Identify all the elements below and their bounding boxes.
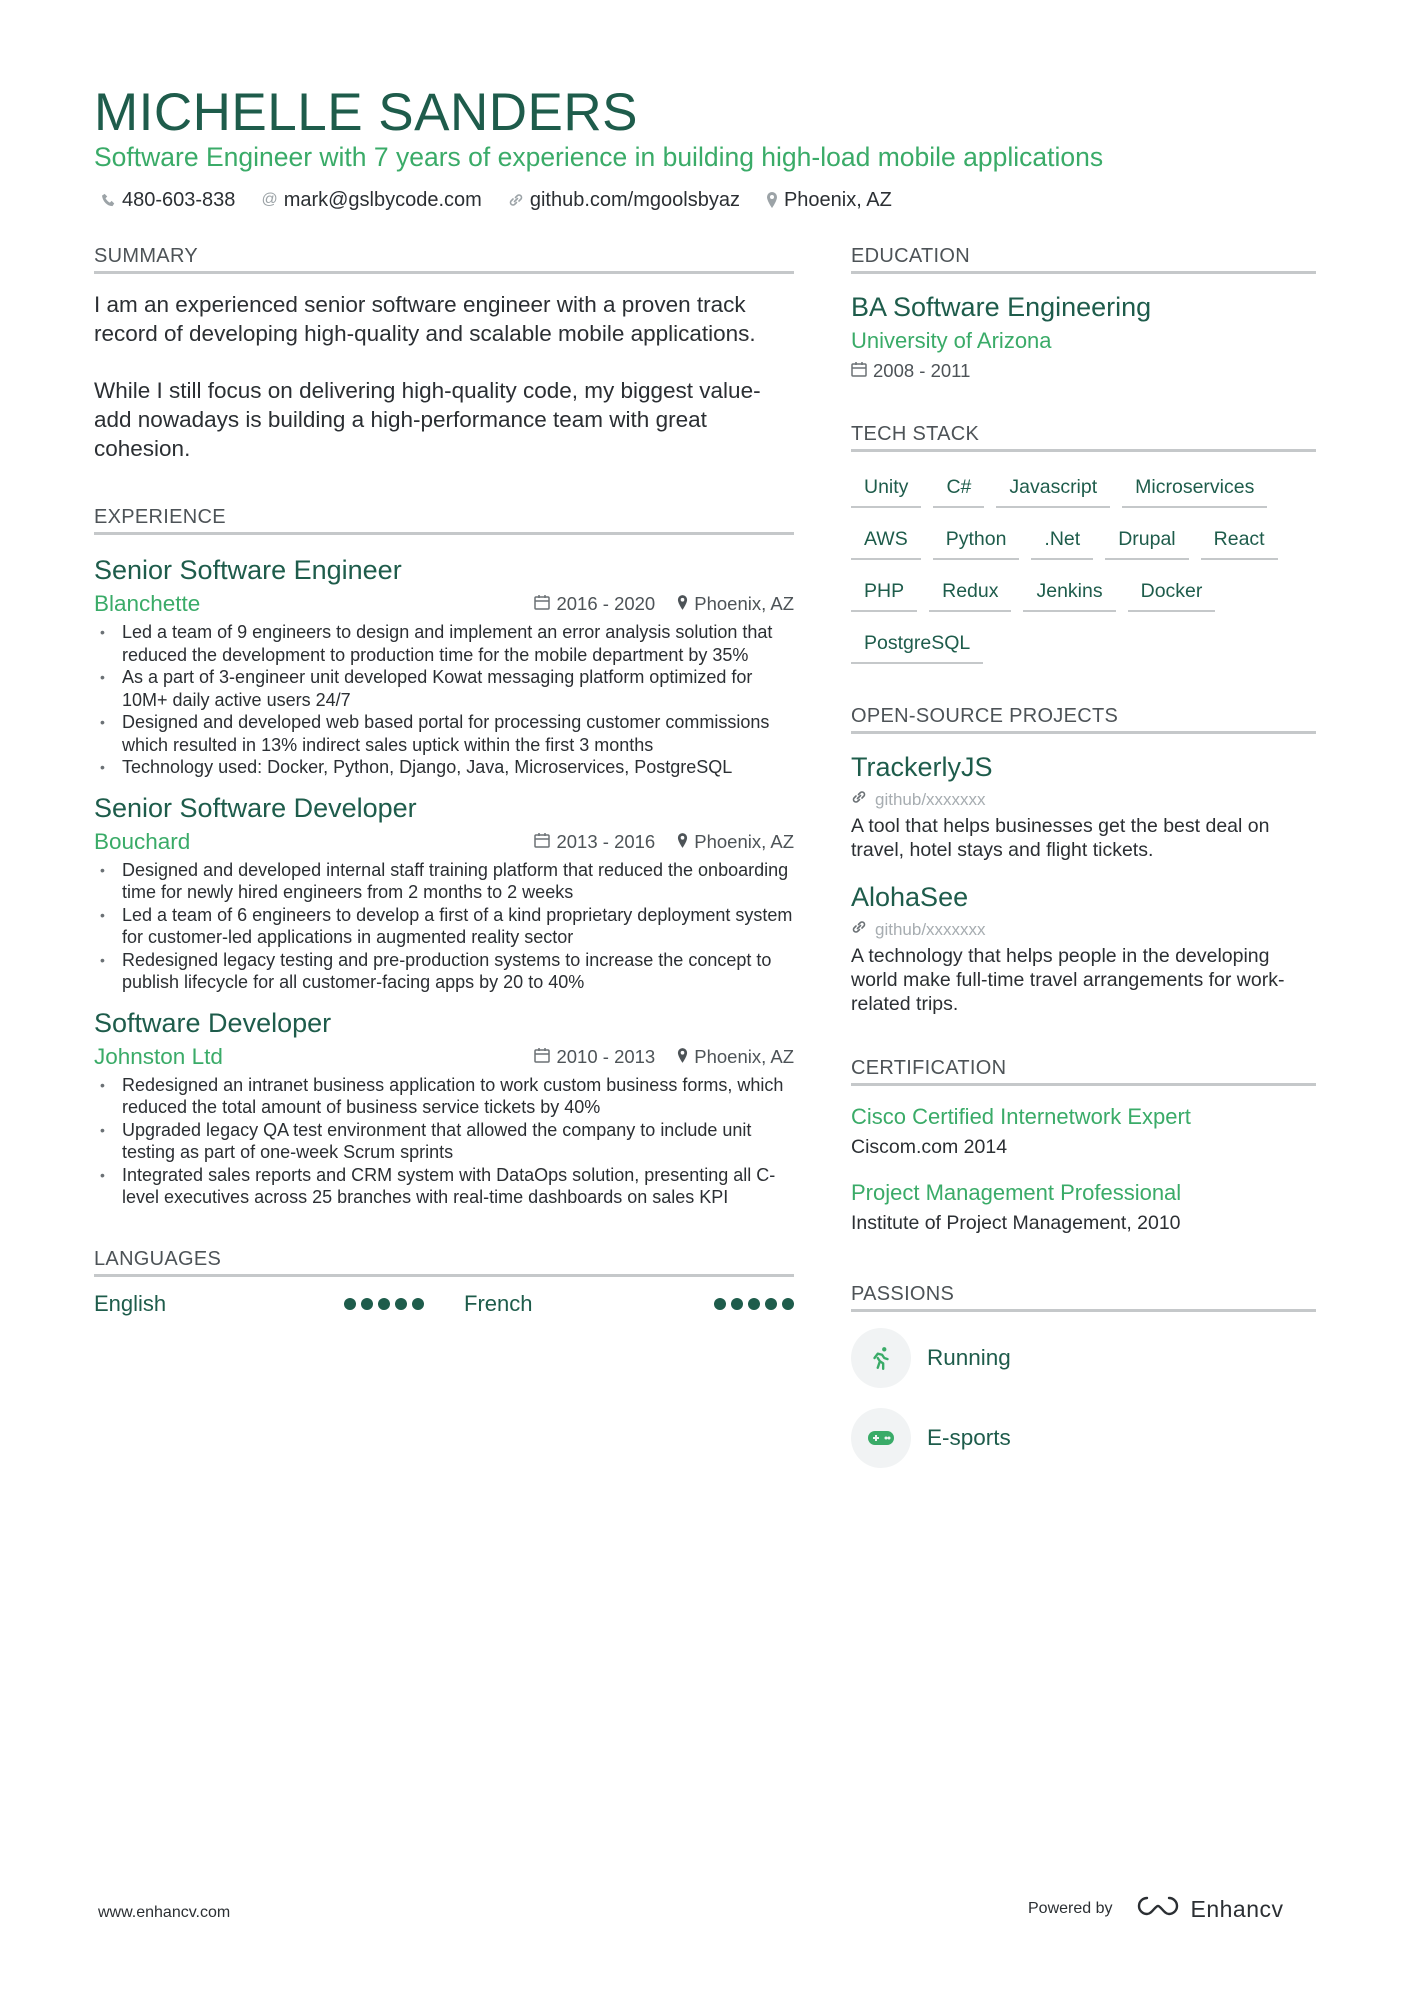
level-dot xyxy=(748,1298,760,1310)
calendar-icon xyxy=(534,1046,550,1068)
project-link[interactable] xyxy=(851,918,1316,942)
job-entry xyxy=(94,553,794,779)
tech-tag: Jenkins xyxy=(1023,572,1115,612)
project-link-text: github/xxxxxxx xyxy=(875,920,986,939)
language-level xyxy=(344,1298,424,1310)
contact-location-text: Phoenix, AZ xyxy=(783,189,892,211)
link-icon xyxy=(508,192,524,208)
footer-branding xyxy=(1028,1894,1284,1924)
project-link[interactable] xyxy=(851,788,1316,812)
job-dates-text: 2016 - 2020 xyxy=(556,593,656,614)
tech-stack-title: TECH STACK xyxy=(851,422,1316,452)
phone-icon xyxy=(102,193,116,207)
powered-by-text: Powered by xyxy=(1028,1900,1113,1917)
level-dot xyxy=(395,1298,407,1310)
job-info-row xyxy=(94,589,794,619)
tech-tag: React xyxy=(1201,520,1278,560)
tech-stack-tags xyxy=(851,468,1316,664)
project-description: A tool that helps businesses get the best deal on travel, hotel stays and flight tickets. xyxy=(851,815,1270,861)
job-company: Bouchard xyxy=(94,828,191,854)
passion-item xyxy=(851,1408,1316,1468)
language-level xyxy=(714,1298,794,1310)
level-dot xyxy=(378,1298,390,1310)
job-location xyxy=(677,1046,794,1068)
enhancv-logo-icon xyxy=(1135,1894,1181,1924)
job-company: Blanchette xyxy=(94,591,201,616)
brand-logo[interactable] xyxy=(1135,1894,1284,1924)
location-icon xyxy=(766,192,778,208)
experience-title: EXPERIENCE xyxy=(94,505,794,535)
tech-tag: .Net xyxy=(1031,520,1093,560)
footer-website[interactable]: www.enhancv.com xyxy=(98,1904,231,1921)
projects-title: OPEN-SOURCE PROJECTS xyxy=(851,704,1316,734)
languages-title: LANGUAGES xyxy=(94,1247,794,1277)
job-meta xyxy=(534,831,794,853)
level-dot xyxy=(361,1298,373,1310)
summary-paragraph: While I still focus on delivering high-quality code, my biggest value-add nowadays is building a high-performance team with great cohesion. xyxy=(94,378,761,461)
passion-label: E-sports xyxy=(927,1425,1011,1450)
education-school: University of Arizona xyxy=(851,328,1052,353)
job-dates xyxy=(534,831,655,853)
tech-tag: AWS xyxy=(851,520,921,560)
language-name: English xyxy=(94,1290,167,1316)
job-entry xyxy=(94,1006,794,1209)
level-dot xyxy=(412,1298,424,1310)
calendar-icon xyxy=(851,360,867,382)
education-dates xyxy=(851,360,1316,382)
job-entry xyxy=(94,791,794,994)
job-bullet: • Designed and developed internal staff training platform that reduced the onboarding time for newly hired engineers from 2 months to 2 weeks xyxy=(94,859,794,904)
job-location-text: Phoenix, AZ xyxy=(694,1045,794,1067)
job-dates xyxy=(534,593,655,615)
certification-entry xyxy=(851,1178,1316,1236)
job-bullets xyxy=(94,1074,794,1209)
contact-phone[interactable] xyxy=(102,186,235,214)
job-meta xyxy=(534,1046,794,1068)
contact-email-text: mark@gslbycode.com xyxy=(283,189,482,211)
tech-tag: Redux xyxy=(929,572,1011,612)
job-location-text: Phoenix, AZ xyxy=(694,830,794,852)
right-column xyxy=(851,244,1316,1468)
job-bullet: • Technology used: Docker, Python, Django, Java, Microservices, PostgreSQL xyxy=(94,756,794,779)
job-dates xyxy=(534,1046,655,1068)
certification-entry xyxy=(851,1102,1316,1160)
education-title: EDUCATION xyxy=(851,244,1316,274)
job-title: Software Developer xyxy=(94,1007,332,1038)
tech-tag: PostgreSQL xyxy=(851,624,983,664)
project-link-text: github/xxxxxxx xyxy=(875,790,986,809)
job-info-row xyxy=(94,1042,794,1072)
job-info-row xyxy=(94,827,794,857)
passion-label: Running xyxy=(927,1345,1011,1370)
certification-org: Ciscom.com 2014 xyxy=(851,1136,1008,1158)
project-description: A technology that helps people in the developing world make full-time travel arrangements for work-related trips. xyxy=(851,945,1285,1015)
level-dot xyxy=(714,1298,726,1310)
job-bullet: • As a part of 3-engineer unit developed Kowat messaging platform optimized for 10M+ daily active users 24/7 xyxy=(94,666,794,711)
contact-website[interactable] xyxy=(508,186,740,214)
tech-tag: Python xyxy=(933,520,1020,560)
contact-website-text: github.com/mgoolsbyaz xyxy=(529,189,740,211)
education-degree: BA Software Engineering xyxy=(851,292,1152,322)
location-icon xyxy=(677,1046,688,1068)
job-company: Johnston Ltd xyxy=(94,1043,223,1069)
job-bullet: • Led a team of 6 engineers to develop a first of a kind proprietary deployment system for customer-led applications in augmented reality sector xyxy=(94,904,794,949)
calendar-icon xyxy=(534,593,550,615)
project-entry xyxy=(851,880,1316,1016)
job-bullet: • Integrated sales reports and CRM system with DataOps solution, presenting all C-level executives across 25 branches with real-time dashboards on sales KPI xyxy=(94,1164,794,1209)
calendar-icon xyxy=(534,831,550,853)
language-item xyxy=(464,1291,794,1317)
certification-org: Institute of Project Management, 2010 xyxy=(851,1212,1181,1234)
contact-bar xyxy=(102,186,892,214)
job-location xyxy=(677,831,794,853)
level-dot xyxy=(344,1298,356,1310)
candidate-name: MICHELLE SANDERS xyxy=(94,83,639,142)
level-dot xyxy=(782,1298,794,1310)
languages-section xyxy=(94,1291,794,1317)
tech-tag: Docker xyxy=(1128,572,1216,612)
project-name: AlohaSee xyxy=(851,882,969,912)
passion-item xyxy=(851,1328,1316,1388)
certification-name: Project Management Professional xyxy=(851,1180,1182,1205)
tech-tag: Unity xyxy=(851,468,921,508)
job-location xyxy=(677,593,794,615)
job-bullet: • Redesigned an intranet business application to work custom business forms, which reduced the total amount of business service tickets by 40% xyxy=(94,1074,794,1119)
level-dot xyxy=(731,1298,743,1310)
job-bullet: • Upgraded legacy QA test environment that allowed the company to include unit testing as part of one-week Scrum sprints xyxy=(94,1119,794,1164)
left-column xyxy=(94,244,794,1317)
job-bullets xyxy=(94,621,794,779)
job-title: Senior Software Engineer xyxy=(94,555,402,585)
tech-tag: PHP xyxy=(851,572,917,612)
certification-title: CERTIFICATION xyxy=(851,1056,1316,1086)
location-icon xyxy=(677,831,688,853)
level-dot xyxy=(765,1298,777,1310)
location-icon xyxy=(677,593,688,615)
passions-title: PASSIONS xyxy=(851,1282,1316,1312)
job-title: Senior Software Developer xyxy=(94,792,417,823)
job-bullet: • Led a team of 9 engineers to design and implement an error analysis solution that reduced the development to production time for the mobile department by 35% xyxy=(94,621,794,666)
running-icon xyxy=(851,1328,911,1388)
job-bullet: • Designed and developed web based portal for processing customer commissions which resulted in 13% indirect sales uptick within the first 3 months xyxy=(94,711,794,756)
job-dates-text: 2013 - 2016 xyxy=(556,830,656,852)
link-icon xyxy=(851,918,867,942)
contact-email[interactable] xyxy=(261,186,481,214)
summary-section xyxy=(94,290,794,463)
job-bullet: • Redesigned legacy testing and pre-production systems to increase the concept to publish lifecycle for all customer-facing apps by 20 to 40% xyxy=(94,949,794,994)
summary-title: SUMMARY xyxy=(94,244,794,274)
certification-name: Cisco Certified Internetwork Expert xyxy=(851,1104,1191,1129)
at-icon: @ xyxy=(261,191,278,208)
candidate-headline: Software Engineer with 7 years of experience in building high-load mobile applications xyxy=(94,142,1104,172)
project-name: TrackerlyJS xyxy=(851,752,993,782)
job-location-text: Phoenix, AZ xyxy=(694,593,794,614)
link-icon xyxy=(851,788,867,812)
language-item xyxy=(94,1291,424,1317)
tech-tag: C# xyxy=(933,468,984,508)
language-name: French xyxy=(464,1290,533,1316)
job-bullets xyxy=(94,859,794,994)
brand-name: Enhancv xyxy=(1190,1895,1284,1922)
contact-phone-text: 480-603-838 xyxy=(122,189,236,211)
education-dates-text: 2008 - 2011 xyxy=(873,360,971,381)
summary-paragraph: I am an experienced senior software engineer with a proven track record of developing high-quality and scalable mobile applications. xyxy=(94,292,756,346)
project-entry xyxy=(851,750,1316,862)
gamepad-icon xyxy=(851,1408,911,1468)
tech-tag: Microservices xyxy=(1122,468,1267,508)
tech-tag: Drupal xyxy=(1105,520,1188,560)
job-meta xyxy=(534,593,794,615)
job-dates-text: 2010 - 2013 xyxy=(556,1045,656,1067)
tech-tag: Javascript xyxy=(996,468,1110,508)
contact-location xyxy=(766,186,892,214)
